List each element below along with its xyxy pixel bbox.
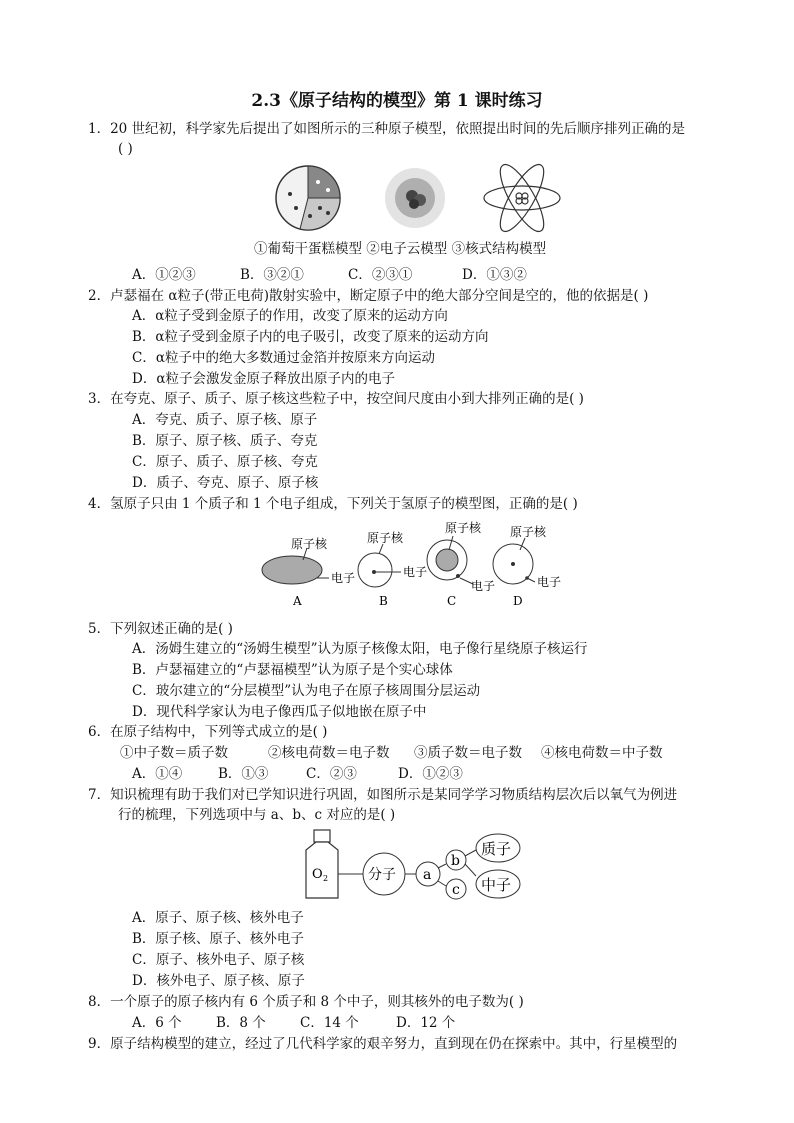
model-c-electron-label: 电子 <box>471 579 496 593</box>
model-d <box>493 524 561 608</box>
q8-option-c: C．14 个 <box>300 1015 359 1031</box>
q6-item-4: ④核电荷数＝中子数 <box>541 745 663 761</box>
model-c-letter: C <box>447 594 457 608</box>
q8-stem: 8．一个原子的原子核内有 6 个质子和 8 个中子，则其核外的电子数为( ) <box>88 994 524 1010</box>
model-a <box>262 536 355 608</box>
q7-option-b: B．原子核、原子、核外电子 <box>132 931 304 947</box>
nuclear-model-icon <box>484 159 560 237</box>
model-c-nucleus-label: 原子核 <box>445 521 482 535</box>
molecule-label: 分子 <box>368 867 396 883</box>
model-d-nucleus-label: 原子核 <box>510 525 547 539</box>
q1-option-d: D．①③② <box>462 267 527 283</box>
q3-option-a: A．夸克、质子、原子核、原子 <box>132 412 318 428</box>
node-b: b <box>451 853 460 869</box>
q4-hydrogen-models-figure <box>255 518 575 610</box>
node-a: a <box>423 867 432 883</box>
model-c <box>427 520 495 608</box>
neutron-label: 中子 <box>481 876 512 894</box>
q3-stem: 3．在夸克、原子、质子、原子核这些粒子中，按空间尺度由小到大排列正确的是( ) <box>88 391 584 407</box>
model-b <box>358 530 427 608</box>
q8-option-b: B．8 个 <box>216 1015 266 1031</box>
q6-item-2: ②核电荷数＝电子数 <box>268 745 390 761</box>
q2-stem: 2．卢瑟福在 α粒子(带正电荷)散射实验中，断定原子中的绝大部分空间是空的，他的依据是( ) <box>88 288 649 304</box>
q7-stem: 7．知识梳理有助于我们对已学知识进行巩固，如图所示是某同学学习物质结构层次后以氧气为例进 <box>88 787 678 803</box>
q7-structure-diagram <box>298 828 528 908</box>
q6-option-a: A．①④ <box>132 766 183 782</box>
electron-cloud-model-icon <box>385 168 445 228</box>
q3-option-b: B．原子、原子核、质子、夸克 <box>132 433 318 449</box>
model-b-letter: B <box>379 594 388 608</box>
q6-stem: 6．在原子结构中，下列等式成立的是( ) <box>88 724 328 740</box>
q1-option-b: B．③②① <box>240 267 304 283</box>
q2-option-c: C．α粒子中的绝大多数通过金箔并按原来方向运动 <box>132 350 435 366</box>
q5-option-b: B．卢瑟福建立的“卢瑟福模型”认为原子是个实心球体 <box>132 662 453 678</box>
q7-stem-cont: 行的梳理，下列选项中与 a、b、c 对应的是( ) <box>118 807 396 823</box>
model-b-electron-label: 电子 <box>403 565 428 579</box>
q7-option-c: C．原子、核外电子、原子核 <box>132 952 305 968</box>
q6-option-d: D．①②③ <box>398 766 463 782</box>
model-d-letter: D <box>513 594 523 608</box>
oxygen-bottle-icon <box>306 830 338 898</box>
q3-option-d: D．质子、夸克、原子、原子核 <box>132 475 319 491</box>
proton-label: 质子 <box>481 840 512 858</box>
q6-option-b: B．①③ <box>218 766 269 782</box>
q6-item-3: ③质子数＝电子数 <box>414 745 522 761</box>
q2-option-d: D．α粒子会激发金原子释放出原子内的电子 <box>132 371 395 387</box>
q4-stem: 4．氢原子只由 1 个质子和 1 个电子组成，下列关于氢原子的模型图，正确的是( ) <box>88 496 578 512</box>
model-a-letter: A <box>293 594 302 608</box>
model-b-nucleus-label: 原子核 <box>367 531 404 545</box>
model-a-electron-label: 电子 <box>331 571 356 585</box>
q3-option-c: C．原子、质子、原子核、夸克 <box>132 454 318 470</box>
model-d-electron-label: 电子 <box>537 575 562 589</box>
q8-option-d: D．12 个 <box>396 1015 456 1031</box>
q5-option-a: A．汤姆生建立的“汤姆生模型”认为原子核像太阳，电子像行星绕原子核运行 <box>132 641 588 657</box>
q1-stem: 1．20 世纪初，科学家先后提出了如图所示的三种原子模型，依照提出时间的先后顺序排列正确的是 <box>88 121 686 137</box>
q7-option-d: D．核外电子、原子核、原子 <box>132 973 305 989</box>
q7-option-a: A．原子、原子核、核外电子 <box>132 910 304 926</box>
plum-pudding-model-icon <box>276 166 340 230</box>
q1-caption: ①葡萄干蛋糕模型 ②电子云模型 ③核式结构模型 <box>254 241 547 257</box>
o2-label: O <box>312 867 323 882</box>
page-title: 2.3《原子结构的模型》第 1 课时练习 <box>251 91 543 111</box>
q1-option-c: C．②③① <box>348 267 413 283</box>
q6-option-c: C．②③ <box>306 766 357 782</box>
q9-stem: 9．原子结构模型的建立，经过了几代科学家的艰辛努力，直到现在仍在探索中。其中，行星模型的 <box>88 1036 678 1052</box>
q1-atom-models-figure <box>270 158 570 242</box>
q2-option-b: B．α粒子受到金原子内的电子吸引，改变了原来的运动方向 <box>132 329 489 345</box>
o2-subscript: 2 <box>323 874 329 883</box>
q5-option-c: C．玻尔建立的“分层模型”认为电子在原子核周围分层运动 <box>132 683 481 699</box>
q6-item-1: ①中子数＝质子数 <box>120 745 228 761</box>
q8-option-a: A．6 个 <box>132 1015 182 1031</box>
q1-stem-blank: ( ) <box>118 141 133 157</box>
q5-stem: 5．下列叙述正确的是( ) <box>88 621 233 637</box>
q1-option-a: A．①②③ <box>132 267 196 283</box>
node-c: c <box>452 882 460 898</box>
model-a-nucleus-label: 原子核 <box>291 537 328 551</box>
q2-option-a: A．α粒子受到金原子的作用，改变了原来的运动方向 <box>132 308 448 324</box>
q5-option-d: D．现代科学家认为电子像西瓜子似地嵌在原子中 <box>132 704 427 720</box>
